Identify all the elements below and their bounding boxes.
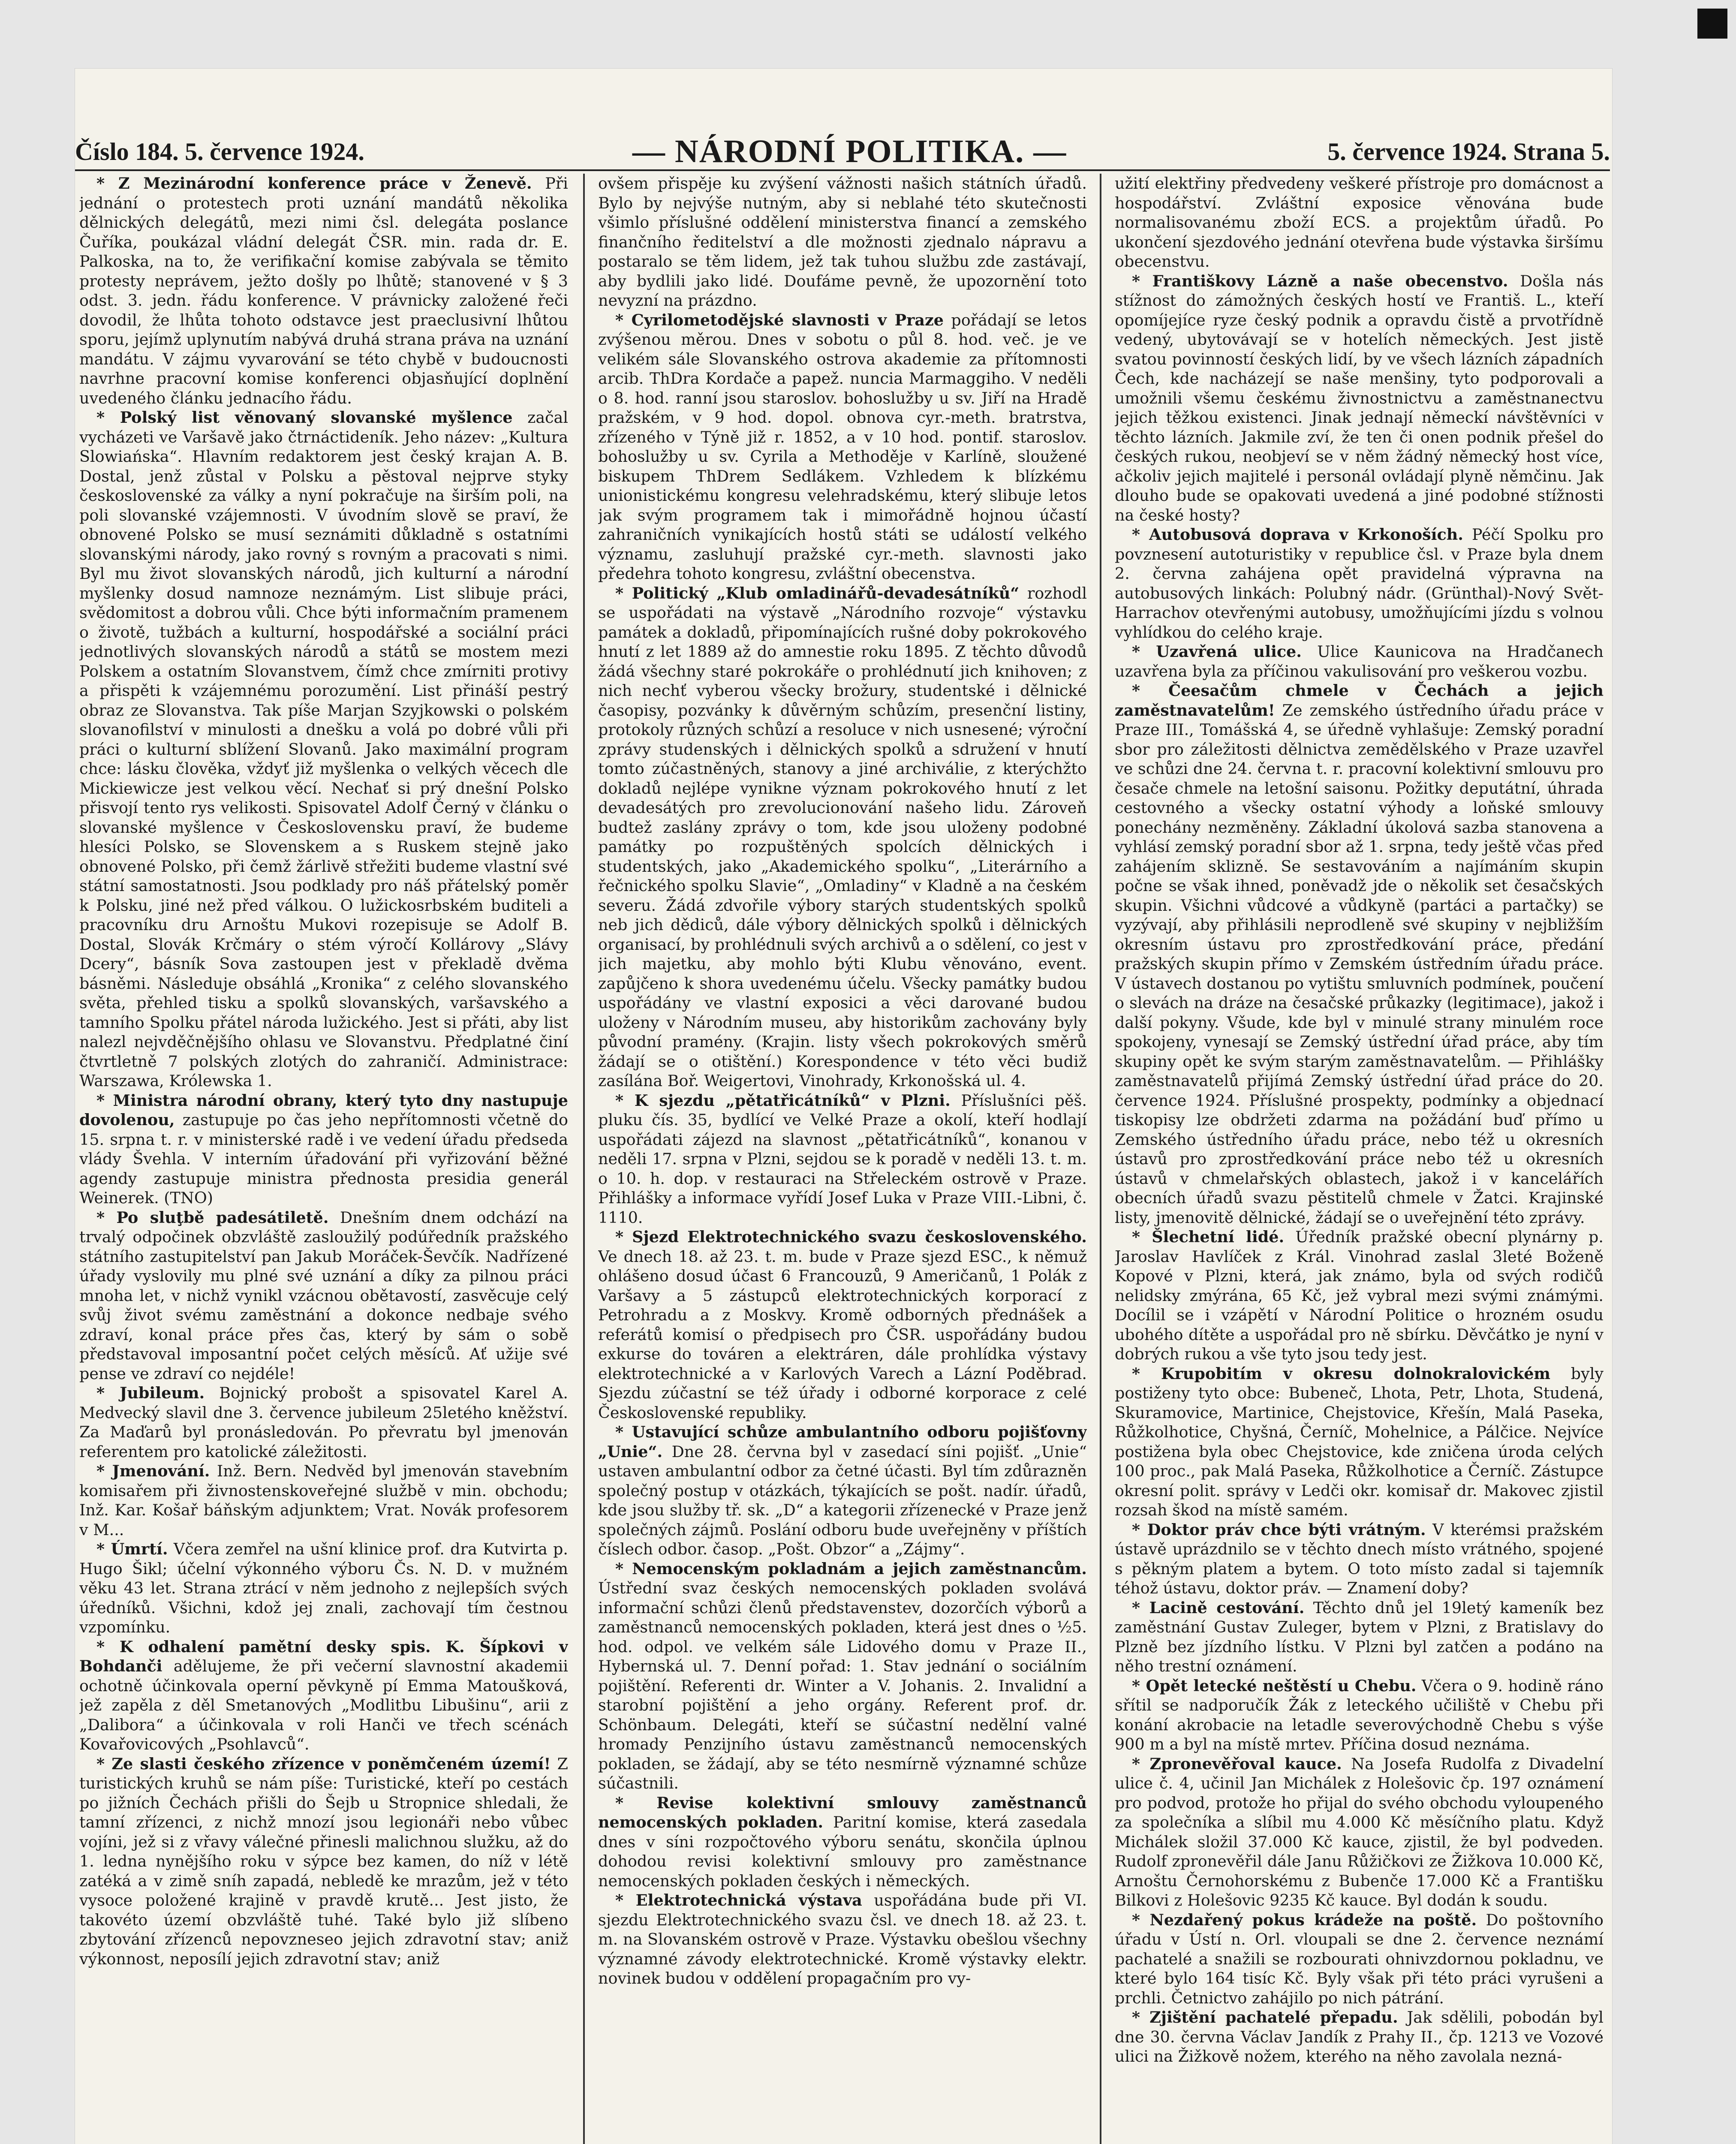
- news-article: [1115, 1910, 1604, 2008]
- news-article: [1115, 642, 1604, 681]
- article-paragraph: [79, 408, 568, 1091]
- news-article: [79, 1461, 568, 1539]
- article-body: Při jednání o protestech proti uznání mandátů několika dělnických delegátů, mezi nimi čsl. delegáta poslance Čuříka, poukázal vládní delegát ČSR. min. rada dr. E. Palkoska, na to, že verifikační komise zabývala se těmito protesty neprávem, ježto došly po lhůtě; stanovené v § 3 odst. 3. jedn. řádu konference. V právnicky založené řeči dovodil, že lhůta tohoto odstavce jest praeclusivní lhůtou sporu, jejímž uplynutím nabývá druhá strana práva na uznání mandátu. V zájmu vyvarování se této chybě v budoucnosti navrhne pracovní komise konferenci objasňující doplnění uvedeného článku jednacího řádu.: [79, 174, 568, 407]
- article-paragraph: [598, 1793, 1087, 1891]
- article-body: Ze zemského ústředního úřadu práce v Praze III., Tomášská 4, se úředně vyhlašuje: Zemský poradní sbor pro záležitosti dělnictva zemědělského v Praze uzavřel ve schůzi dne 24. června t. r. pracovní kolektivní smlouvu pro česače chmele na letošní saisonu. Požitky deputátní, úhrada cestovného a všecky ostatní výhody a loňské smlouvy ponechány nezměněny. Základní úkolová sazba stanovena a vyhlásí zemský poradní sbor až 1. srpna, tedy ještě včas před zahájením sklizně. Se sestavováním a najímáním skupin počne se však ihned, poněvadž jde o několik set česačských skupin. Všichni vůdcové a vůdkyně (partáci a partačky) se vyzývají, aby přihlásili neprodleně své skupiny v nejbližším okresním ústavu pro zprostředkování práce, předání pražských skupin přímo v Zemském ústředním úřadu práce. V ústavech dostanou po vytištu smluvních podmínek, poučení o slevách na dráze na česačské průkazky (legitimace), jakož i další pokyny. Všude, kde byl v minulé strany minulém roce spokojeny, vynesají se Zemský ústřední úřad práce, aby tím skupiny opět ke svým starým zaměstnavatelům. — Přihlášky zaměstnavatelů přijímá Zemský ústřední úřad práce do 20. července 1924. Příslušné prospekty, podmínky a objednací tiskopisy lze obdržeti zdarma na požádání buď přímo u Zemského ústředního úřadu práce, nebo též u okresních ústavů pro zprostředkování práce nebo též u okresních ústavů v chmelařských oblastech, jakož i v kancelářích obecních úřadů svazu pěstitelů chmele v Žatci. Krajinské listy, jmenovitě dělnické, žádají se o uveřejnění této zprávy.: [1115, 701, 1604, 1227]
- article-body: užití elektřiny předvedeny veškeré přístroje pro domácnost a hospodářství. Zvláštní exposice věnována bude normalisovanému zboží ECS. a projektům úřadů. Po ukončení sjezdového jednání otevřena bude výstavka širšímu obecenstvu.: [1115, 174, 1604, 271]
- article-headline: * Elektrotechnická výstava: [615, 1891, 862, 1909]
- article-paragraph: [1115, 1227, 1604, 1364]
- article-paragraph: [79, 174, 568, 408]
- article-paragraph: [1115, 1364, 1604, 1520]
- article-body: Těchto dnů jel 19letý kameník bez zaměstnání Gustav Zuleger, bytem v Plzni, z Bratislavy do Plzně bez jízdního lístku. V Plzni byl zatčen a podáno na něho trestní oznámení.: [1115, 1598, 1604, 1675]
- article-headline: * Opět letecké neštěstí u Chebu.: [1132, 1676, 1417, 1695]
- article-paragraph: [1115, 174, 1604, 271]
- news-article: [598, 1891, 1087, 1988]
- article-body: V kterémsi pražském ústavě uprázdnilo se v těchto dnech místo vrátného, spojené s pěkným platem a bytem. O toto místo zadal si tajemník téhož ústavu, doktor práv. — Znamení doby?: [1115, 1520, 1604, 1597]
- article-body: Došla nás stížnost do zámožných českých hostí ve Františ. L., kteří opomíjejíce ryze český podnik a opravdu čistě a prvotřídně vedený, ubytovávají se v hotelích německých. Jest jistě svatou povinností českých lidí, by ve všech lázních západních Čech, kde nacházejí se naše menšiny, tyto podporovali a umožnili všemu českému živnostnictvu a zaměstnanectvu jejich těžkou existenci. Jinak jednají německí návštěvníci v těchto lázních. Jakmile zví, že ten či onen podnik přešel do českých rukou, neobjeví se v něm žádný německý host více, ačkoliv jejich majitelé i personál ovládají plyně němčinu. Jak dlouho bude se opakovati uvedená a jiné podobné stížnosti na české hosty?: [1115, 271, 1604, 524]
- article-body: ovšem přispěje ku zvýšení vážnosti našich státních úřadů. Bylo by nejvýše nutným, aby si neblahé této skutečnosti všimlo příslušné oddělení ministerstva financí a zemského finančního ředitelství a dle možnosti zjednalo nápravu a postaralo se těm lidem, jež tak tuhou službu zde zastávají, aby bydlili jako lidé. Doufáme pevně, že upozornění toto nevyzní na prázdno.: [598, 174, 1087, 310]
- news-article: [1115, 2008, 1604, 2066]
- news-article: [79, 408, 568, 1091]
- article-paragraph: [1115, 271, 1604, 525]
- article-headline: * Krupobitím v okresu dolnokralovickém: [1132, 1364, 1551, 1383]
- news-article: [1115, 1676, 1604, 1754]
- scan-registration-mark: [1697, 9, 1727, 39]
- masthead-rule: [75, 169, 1610, 171]
- article-headline: * Uzavřená ulice.: [1132, 642, 1302, 661]
- news-article: [598, 1559, 1087, 1793]
- article-headline: * Františkovy Lázně a naše obecenstvo.: [1132, 271, 1508, 290]
- news-article: [79, 174, 568, 408]
- article-headline: * Lacině cestování.: [1132, 1598, 1305, 1617]
- article-paragraph: [79, 1383, 568, 1461]
- article-body: Včera zemřel na ušní klinice prof. dra Kutvirta p. Hugo Šikl; účelní výkonného výboru Čs. N. D. v mužném věku 43 let. Strana ztrácí v něm jednoho z nejlepších svých úředníků. Všichni, kdož jej znali, zachovají tím čestnou vzpomínku.: [79, 1540, 568, 1636]
- article-headline: * Nezdařený pokus krádeže na poště.: [1132, 1910, 1477, 1929]
- article-body: uspořádána bude při VI. sjezdu Elektrotechnického svazu čsl. ve dnech 18. až 23. t. m. na Slovanském ostrově v Praze. Výstavku obešlou všechny významné závody elektrotechnické. Kromě výstavky elektr. novinek budou v oddělení propagačním pro vy-: [598, 1891, 1087, 1987]
- article-paragraph: [598, 1891, 1087, 1988]
- article-body: Včera o 9. hodině ráno sřítil se nadporučík Žák z leteckého učiliště v Chebu při konání akrobacie na letadle severovýchodně Chebu s výše 900 m a byl na místě mrtev. Příčina dosud neznáma.: [1115, 1676, 1604, 1753]
- news-article: [79, 1383, 568, 1461]
- article-body: Do poštovního úřadu v Ústí n. Orl. vloupali se dne 2. července neznámí pachatelé a snažili se rozbourati ohnivzdornou pokladnu, ve které bylo 164 tisíc Kč. Byly však při této práci vyrušeni a prchli. Četnictvo zahájilo po nich pátrání.: [1115, 1910, 1604, 2007]
- article-paragraph: [1115, 1520, 1604, 1598]
- article-body: zastupuje po čas jeho nepřítomnosti včetně do 15. srpna t. r. v ministerské radě i ve vedení úřadu předseda vlády Švehla. V interním úřadování při vyřizování běžné agendy zastupuje ministra přednosta presidia generál Weinerek. (TNO): [79, 1111, 568, 1207]
- article-body: byly postiženy tyto obce: Bubeneč, Lhota, Petr, Lhota, Studená, Skuramovice, Martinice, Chejstovice, Křešín, Malá Paseka, Růžkolhotice, Chyšná, Černíč, Mohelnice, a Pálčice. Nejvíce postižena byla obec Chejstovice, kde zničena úroda celých 100 proc., pak Malá Paseka, Růžkolhotice a Černíč. Zástupce okresní polit. správy v Ledči okr. komisař dr. Makovec zjistil rozsah škod na místě samém.: [1115, 1364, 1604, 1519]
- news-article: [79, 1539, 568, 1637]
- article-paragraph: [1115, 642, 1604, 681]
- column-1: [79, 174, 568, 2144]
- article-body: Jak sdělili, pobodán byl dne 30. června Václav Jandík z Prahy II., čp. 1213 ve Vozové ulici na Žižkově nožem, kterého na něho zavolala nezná-: [1115, 2008, 1604, 2066]
- article-body: začal vycházeti ve Varšavě jako čtrnáctideník. Jeho název: „Kultura Slowiańska“. Hlavním redaktorem jest český krajan A. B. Dostal, jenž zůstal v Polsku a pěstoval nejprve styky československé za války a nyní pokračuje na širším poli, na poli slovanské vzájemnosti. V úvodním slově se praví, že obnovené Polsko se musí seznámiti důkladně s ostatními slovanskými národy, jako rovný s rovným a pracovati s nimi. Byl mu život slovanských národů, jich kulturní a národní myšlenky dosud namnoze neznámým. List slibuje práci, svědomitost a dobrou vůli. Chce býti informačním pramenem o životě, tužbách a kulturní, hospodářské a sociální práci jednotlivých slovanských národů a států se mostem mezi Polskem a ostatním Slovanstvem, čímž chce zmírniti protivy a přispěti k vzájemnému porozumění. List přináší pestrý obraz ze Slovanstva. Tak píše Marjan Szyjkowski o polském slovanofilství v minulosti a dnešku a volá po dobré vůli při práci o kulturní sblížení Slovanů. Jako maximální program chce: lásku člověka, vždyť již myšlenka o velkých věcech dle Mickiewicze jest velkou věcí. Nechať si prý dnešní Polsko přisvojí tento rys velikosti. Spisovatel Adolf Černý v článku o slovanské myšlence v Československu praví, že budeme hlesíci Polsko, se Slovenskem a s Ruskem stejně jako obnovené Polsko, při čemž žárlivě střežiti budeme vlastní své státní samostatnosti. Jsou podklady pro náš přátelský poměr k Polsku, jiné než před válkou. O lužickosrbském buditeli a pracovníku dru Arnoštu Mukovi rozepisuje se Adolf B. Dostal, Slovák Krčmáry o stém výročí Kollárovy „Slávy Dcery“, básník Sova zastoupen jest v překladě dvěma básněmi. Následuje obsáhlá „Kronika“ z celého slovanského světa, přehled tisku a spolků slovanských, varšavského a tamního Spolku přátel národa lužického. Jest si přáti, aby list nalezl nejvděčnějšího ohlasu ve Slovanstvu. Předplatné činí čtvrtletně 7 polských zlotých do zahraničí. Administrace: Warszawa, Królewska 1.: [79, 408, 568, 1090]
- article-body: Bojnický probošt a spisovatel Karel A. Medvecký slavil dne 3. července jubileum 25letého kněžství. Za Maďarů byl pronásledován. Po převratu byl jmenován referentem pro katolické záležitosti.: [79, 1384, 568, 1461]
- article-headline: * Ustavující schůze ambulantního odboru pojišťovny „Unie“.: [598, 1423, 1087, 1461]
- issue-number-date: Číslo 184. 5. července 1924.: [75, 138, 364, 166]
- article-body: Ve dnech 18. až 23. t. m. bude v Praze sjezd ESC., k němuž ohlášeno dosud účast 6 Francouzů, 9 Američanů, 1 Polák z Varšavy a 5 zástupců elektrotechnických korporací z Petrohradu a z Moskvy. Kromě odborných přednášek a referátů komisí o předpisech pro ČSR. uspořádány budou exkurse do továren a elektráren, dále prohlídka výstavy elektrotechnické a v Karlových Varech a Lázní Poděbrad. Sjezdu zúčastní se též úřady i odborné korporace z celé Československé republiky.: [598, 1247, 1087, 1422]
- article-paragraph: [1115, 1754, 1604, 1910]
- article-paragraph: [79, 1637, 568, 1754]
- article-headline: * Úmrtí.: [96, 1540, 168, 1558]
- article-headline: * K sjezdu „pětatřicátníků“ v Plzni.: [615, 1091, 951, 1110]
- article-body: Dnešním dnem odchází na trvalý odpočinek obzvláště zasloužilý podúředník pražského státního zastupitelství pan Jakub Moráček-Ševčík. Nadřízené úřady vyslovily mu plné své uznání a díky za pilnou práci mnoha let, v nichž vynikl vzácnou obětavostí, zasvěcuje celý svůj život svému zaměstnání a dokonce nedbaje svého zdraví, konal práce přes čas, který by sám o sobě představoval imposantní počet celých měsíců. Ať užije své pense ve zdraví co nejdéle!: [79, 1208, 568, 1383]
- article-headline: * Sjezd Elektrotechnického svazu československého.: [615, 1228, 1087, 1246]
- article-body: Z turistických kruhů se nám píše: Turistické, kteří po cestách po jižních Čechách přišli do Šejb u Stropnice shledali, že tamní zřízenci, z nichž mnozí jsou legionáři nebo vůbec vojíni, jež si z vřavy válečné přinesli malichnou služku, až do 1. ledna nynějšího roku v sýpce bez kamen, do níž v létě zatéká a v zimě sníh zapadá, nebledě ke mrazům, jež v této vysoce položené krajině v pravdě krutě... Jest jisto, že takovéto území obzvláště tuhé. Také bylo již slíbeno zbytování zřízenců nepovzneseo jejich zdravotní stav; aniž výkonnost, neposílí jejich zdravotní stav; aniž: [79, 1754, 568, 1968]
- news-article: [79, 1754, 568, 1969]
- article-headline: * Doktor práv chce býti vrátným.: [1132, 1520, 1426, 1539]
- news-article: [1115, 1754, 1604, 1910]
- article-headline: * Ze slasti českého zřízence v poněmčeném území!: [96, 1754, 551, 1773]
- article-body: adělujeme, že při večerní slavnostní akademii ochotně účinkovala operní pěvkyně pí Emma Matoušková, jež zapěla z děl Smetanových „Modlitbu Libušinu“, arii z „Dalibora“ a účinkovala v roli Hanči ve třech scénách Kovařovicových „Psohlavců“.: [79, 1657, 568, 1753]
- article-headline: * Politický „Klub omladinářů-devadesátníků“: [615, 584, 1020, 602]
- column-2: [598, 174, 1087, 2144]
- article-paragraph: [598, 310, 1087, 584]
- news-article: [1115, 681, 1604, 1227]
- news-article: [79, 1637, 568, 1754]
- article-headline: * Po sluţbě padesátiletě.: [96, 1208, 329, 1227]
- article-paragraph: [598, 1559, 1087, 1793]
- article-body: Ústřední svaz českých nemocenských pokladen svolává informační schůzi členů představenstev, dozorčích výborů a zaměstnanců nemocenských pokladen, která jest dnes o ½5. hod. odpol. ve velkém sále Lidového domu v Praze II., Hybernská ul. 7. Denní pořad: 1. Stav jednání o sociálním pojištění. Referenti dr. Winter a V. Johanis. 2. Invalidní a starobní pojištění a jeho orgány. Referent prof. dr. Schönbaum. Delegáti, kteří se súčastní nedělní valné hromady Penzijního ústavu zaměstnanců nemocenských pokladen, se žádají, aby se této nesmírně významné schůze súčastnili.: [598, 1579, 1087, 1792]
- article-paragraph: [1115, 525, 1604, 642]
- news-article: [598, 310, 1087, 584]
- article-paragraph: [598, 1227, 1087, 1422]
- article-body: Paritní komise, která zasedala dnes v síni rozpočtového výboru senátu, skončila úplnou dohodou revisi kolektivní smlouvy pro zaměstnance nemocenských pokladen českých i německých.: [598, 1813, 1087, 1890]
- article-body: Na Josefa Rudolfa z Divadelní ulice č. 4, učinil Jan Michálek z Holešovic čp. 197 oznámení pro podvod, protože ho přijal do svého obchodu vyloupeného za společníka a slíbil mu 4.000 Kč měsíčního platu. Když Michálek složil 37.000 Kč kauce, zjistil, že byl podveden. Rudolf zpronevěřil dále Janu Růžičkovi ze Žižkova 10.000 Kč, Arnoštu Černohorskému z Bubenče 17.000 Kč a Františku Bilkovi z Holešovic 9235 Kč kauce. Byl dodán k soudu.: [1115, 1754, 1604, 1909]
- news-article: [598, 584, 1087, 1091]
- article-headline: * Šlechetní lidé.: [1132, 1228, 1285, 1246]
- article-paragraph: [79, 1539, 568, 1637]
- news-article: [598, 174, 1087, 310]
- article-body: Inž. Bern. Nedvěd byl jmenován stavebním komisařem při živnostenskoveřejné službě v min. obchodu; Inž. Kar. Košař báňským adjunktem; Vrat. Novák profesorem v M...: [79, 1462, 568, 1539]
- news-article: [1115, 271, 1604, 525]
- article-paragraph: [598, 174, 1087, 310]
- article-body: Dne 28. června byl v zasedací síni pojišť. „Unie“ ustaven ambulantní odbor za četné účasti. Byl tím zdůrazněn společný postup v otázkách, týkajících se pošt. nadír. úřadů, kde jsou služby tř. sk. „D“ a kategorii zřízenecké v Praze jenž společných zájmů. Poslání odboru bude uveřejněny v příštích číslech odbor. časop. „Pošt. Obzor“ a „Zájmy“.: [598, 1442, 1087, 1558]
- article-body: Péčí Spolku pro povznesení autoturistiky v republice čsl. v Praze byla dnem 2. června zahájena opět pravidelná výpravna na autobusových linkách: Polubný nádr. (Grünthal)-Nový Svět-Harrachov otevřenými autobusy, umožňujícími jízdu s volnou vyhlídkou do celého kraje.: [1115, 525, 1604, 641]
- article-headline: * Revise kolektivní smlouvy zaměstnanců nemocenských pokladen.: [598, 1793, 1087, 1831]
- article-paragraph: [598, 1422, 1087, 1559]
- article-headline: * Autobusová doprava v Krkonoších.: [1132, 525, 1463, 544]
- masthead: [75, 133, 1610, 172]
- article-headline: * Jubileum.: [96, 1384, 205, 1402]
- article-paragraph: [598, 584, 1087, 1091]
- article-headline: * Nemocenským pokladnám a jejich zaměstnancům.: [615, 1559, 1087, 1578]
- article-paragraph: [79, 1754, 568, 1969]
- news-article: [1115, 174, 1604, 271]
- article-headline: * Z Mezinárodní konference práce v Ženevě.: [96, 174, 532, 193]
- article-headline: * Polský list věnovaný slovanské myšlence: [96, 408, 513, 427]
- article-body: pořádají se letos zvýšenou měrou. Dnes v sobotu o půl 8. hod. več. je ve velikém sále Slovanského ostrova akademie za přítomnosti arcib. ThDra Kordače a papež. nuncia Marmaggiho. V neděli o 8. hod. ranní jsou staroslov. bohoslužby u sv. Jiří na Hradě pražském, v 9 hod. dopol. obnova cyr.-meth. bratrstva, zřízeného v Týně již r. 1852, a v 10 hod. pontif. staroslov. bohoslužby u sv. Cyrila a Methoděje v Karlíně, sloužené biskupem ThDrem Sedlákem. Vzhledem k blízkému unionistickému kongresu velehradskému, který slibuje letos jak svým programem tak i mimořádně hojnou účastí zahraničních vynikajících hostů státi se událostí velkého významu, zasluhují pražské cyr.-meth. slavnosti jako předehra tohoto kongresu, zvláštní obecenstva.: [598, 310, 1087, 583]
- article-paragraph: [79, 1208, 568, 1384]
- article-headline: * Cyrilometodějské slavnosti v Praze: [615, 310, 944, 329]
- column-divider-2: [1100, 174, 1101, 2144]
- article-headline: * K odhalení pamětní desky spis. K. Šípkovi v Bohdanči: [79, 1637, 568, 1675]
- article-paragraph: [1115, 1910, 1604, 2008]
- news-article: [1115, 525, 1604, 642]
- article-headline: * Zjištění pachatelé přepadu.: [1132, 2008, 1398, 2027]
- article-headline: * Čeesačům chmele v Čechách a jejich zaměstnavatelům!: [1115, 681, 1604, 720]
- news-article: [598, 1227, 1087, 1422]
- article-body: rozhodl se uspořádati na výstavě „Národního rozvoje“ výstavku památek a dokladů, připomínajících rušné doby pokrokového hnutí z let 1889 až do amnestie roku 1895. Z těchto důvodů žádá všechny staré pokrokáře o prohlédnutí jich knihoven; z nich nechť vyberou všecky brožury, studentské i dělnické časopisy, pozvánky k důvěrným schůzím, presenční listiny, protokoly různých schůzí a resoluce v nich usnesené; výroční zprávy studenských i dělnických spolků a sdružení v hnutí tomto zúčastněných, stanovy a jiné archiválie, z kterýchžto dokladů nejlépe vynikne význam pokrokového hnutí z let devadesátých pro zrevolucionování našeho lidu. Zároveň budtež zaslány zprávy o tom, kde jsou uloženy podobné památky po rozpuštěných spolcích dělnických i studentských, jako „Akademického spolku“, „Literárního a řečnického spolku Slavie“, „Omladiny“ v Kladně a na českém severu. Žádá zdvořile výbory starých studentských spolků neb jich dědiců, dále výbory dělnických spolků i dělnických organisací, by prohlédnuli svých archivů a o sdělení, co jest v jich majetku, aby mohlo býti Klubu věnováno, event. zapůjčeno k shora uvedenému účelu. Všecky památky budou uspořádány ve vlastní exposici a věci darované budou uloženy v Národním museu, aby historikům zachovány byly původní pramény. (Krajin. listy všech pokrokových směrů žádají se o otištění.) Korespondence v této věci budiž zasílána Boř. Weigertovi, Vinohrady, Krkonošská ul. 4.: [598, 584, 1087, 1090]
- article-body: Úředník pražské obecní plynárny p. Jaroslav Havlíček z Král. Vinohrad zaslal 3leté Boženě Kopové v Plzni, která, jak známo, byla od svých rodičů nelidsky zmýrána, 65 Kč, jež vybral mezi svými známými. Docílil se i vzápětí v Národní Politice o hrozném osudu ubohého dítěte a uspořádal pro ně sbírku. Děvčátko je nyní v dobrých rukou a vše tyto jsou tedy jest.: [1115, 1228, 1604, 1363]
- news-article: [598, 1422, 1087, 1559]
- news-article: [1115, 1598, 1604, 1676]
- news-article: [598, 1793, 1087, 1891]
- article-body: Příslušníci pěš. pluku čís. 35, bydlící ve Velké Praze a okolí, kteří hodlají uspořádati zájezd na slavnost „pětatřicátníků“, konanou v neděli 17. srpna v Plzni, sejdou se k poradě v neděli 13. t. m. o 10. h. dop. v restauraci na Střeleckém ostrově v Praze. Přihlášky a informace vyřídí Josef Luka v Praze VIII.-Libni, č. 1110.: [598, 1091, 1087, 1227]
- date-page-number: 5. července 1924. Strana 5.: [1327, 138, 1610, 166]
- news-article: [79, 1091, 568, 1208]
- news-article: [1115, 1520, 1604, 1598]
- column-divider-1: [583, 174, 585, 2144]
- article-body: Ulice Kaunicova na Hradčanech uzavřena byla za příčinou vakulisování pro veškerou vozbu.: [1115, 642, 1604, 681]
- article-paragraph: [598, 1091, 1087, 1228]
- article-headline: * Ministra národní obrany, který tyto dny nastupuje dovolenou,: [79, 1091, 568, 1129]
- article-paragraph: [1115, 1598, 1604, 1676]
- article-paragraph: [79, 1461, 568, 1539]
- news-article: [1115, 1227, 1604, 1364]
- newspaper-title: — NÁRODNÍ POLITIKA. —: [632, 133, 1067, 169]
- news-article: [598, 1091, 1087, 1228]
- article-paragraph: [1115, 681, 1604, 1227]
- article-paragraph: [1115, 2008, 1604, 2066]
- news-article: [1115, 1364, 1604, 1520]
- article-paragraph: [1115, 1676, 1604, 1754]
- article-headline: * Jmenování.: [96, 1462, 210, 1480]
- column-3: [1115, 174, 1604, 2144]
- article-paragraph: [79, 1091, 568, 1208]
- article-headline: * Zpronevěřoval kauce.: [1132, 1754, 1342, 1773]
- news-article: [79, 1208, 568, 1384]
